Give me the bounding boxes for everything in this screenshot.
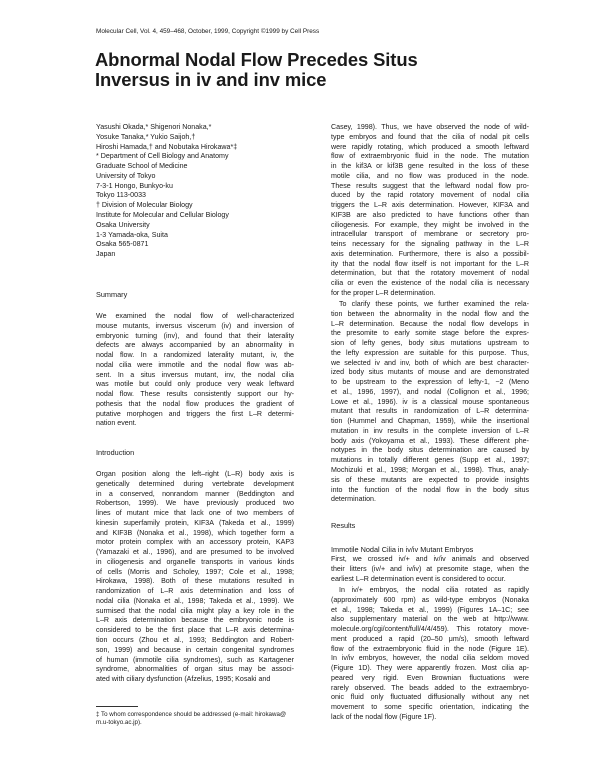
introduction-line: son, 1999) and because in certain congenital syndromes — [96, 645, 294, 654]
results-heading: Results — [331, 521, 356, 530]
body-line: (Figure 1D). They were apparently frozen. Most cilia ap- — [331, 664, 529, 673]
introduction-line: and KIF3B (Nonaka et al., 1998), which together form a — [96, 528, 294, 537]
body-line: for the proper L–R determination. — [331, 289, 436, 298]
right-paragraph-4 — [331, 586, 529, 723]
introduction-line: genetically determined during vertebrate development — [96, 479, 294, 488]
introduction-line: Hirokawa, 1998). Both of these mutations resulted in — [96, 577, 294, 586]
footnote-rule — [96, 706, 138, 707]
summary-line: nodal cilia were immotile and the nodal flow was ab- — [96, 360, 294, 369]
body-line: L–R determination. Because the nodal flow develops in — [331, 319, 529, 328]
introduction-line: of human (immotile cilia syndromes), such as Kartagener — [96, 655, 294, 664]
body-line: determination, but that the rotatory movement of nodal — [331, 269, 529, 278]
body-line: tion between the abnormality in the nodal flow and the — [331, 309, 529, 318]
body-line: sion of lefty genes, body situs mutations upstream to — [331, 339, 529, 348]
body-line: mutant that results in randomization of L–R determina- — [331, 407, 529, 416]
introduction-line: Robertson, 1999). We have previously produced two — [96, 499, 294, 508]
affiliation-line: Graduate School of Medicine — [96, 162, 188, 171]
affiliation-line: * Department of Cell Biology and Anatomy — [96, 152, 229, 161]
body-line: Mochizuki et al., 1998; Morgan et al., 1998). Thus, analy- — [331, 466, 529, 475]
body-line: Lowe et al., 1996). iv is a classical mouse spontaneous — [331, 397, 529, 406]
summary-line: We examined the nodal flow of well-characterized — [96, 312, 294, 320]
results-subheading: Immotile Nodal Cilia in iv/iv Mutant Embryos — [331, 545, 474, 554]
right-paragraph-2 — [331, 300, 529, 505]
body-line: the lefty expression are suitable for this purpose. Thus, — [331, 348, 529, 357]
summary-line: mouse mutants, inversus viscerum (iv) and inversion of — [96, 321, 294, 330]
footnote-line-1: ‡ To whom correspondence should be addressed (e-mail: hirokawa@ — [96, 711, 287, 718]
body-line: To clarify these points, we further examined the rela- — [339, 300, 529, 308]
body-line: type embryos and found that the cilia of nodal pit cells — [331, 132, 529, 141]
body-line: flow of extraembryonic fluid in the node. The mutation — [331, 152, 529, 161]
summary-line: defects are always accompanied by an abnormality in — [96, 341, 294, 350]
body-line: also supplementary material on the web at http://www. — [331, 615, 529, 624]
summary-line: nation event. — [96, 419, 137, 428]
affiliation-line: 7-3-1 Hongo, Bunkyo-ku — [96, 181, 173, 190]
affiliation-line: 1-3 Yamada-oka, Suita — [96, 230, 168, 239]
introduction-line: ated with ciliary dysfunction (Afzelius, 1995; Kosaki and — [96, 675, 271, 684]
article-title — [95, 50, 515, 90]
body-line: axis determination. Furthermore, there is also a possibil- — [331, 249, 529, 258]
body-line: in the kif3A or kif3B gene resulted in the loss of these — [331, 162, 529, 171]
body-line: were rapidly rotating, which produced a smooth leftward — [331, 142, 529, 151]
body-line: These results suggest that the leftward nodal flow pro- — [331, 181, 529, 190]
body-line: peared very rigid. Even Brownian fluctuations were — [331, 673, 529, 682]
body-line: In iv/+ embryos, the nodal cilia rotated as rapidly — [339, 586, 529, 594]
body-line: onic fluid only fluctuated diffusionally without any net — [331, 693, 529, 702]
introduction-line: syndrome, abnormalities of organ situs may be associ- — [96, 665, 294, 674]
author-affiliations — [96, 123, 316, 260]
introduction-line: considered to be the first place that L–R axis determina- — [96, 626, 294, 635]
affiliation-line: Tokyo 113-0033 — [96, 191, 146, 200]
introduction-line: kinesin superfamily protein, KIF3A (Takeda et al., 1999) — [96, 518, 294, 527]
body-line: into the function of the nodal flow in the body situs — [331, 485, 529, 494]
affiliation-line: Institute for Molecular and Cellular Biology — [96, 211, 229, 220]
body-line: sis of these mutants are expected to provide insights — [331, 475, 529, 484]
introduction-body — [96, 470, 294, 685]
body-line: cilia or even the existence of the nodal cilia is necessary — [331, 279, 529, 288]
body-line: et al., 1996, 1997), and nodal (Collignon et al., 1996; — [331, 387, 529, 396]
summary-heading: Summary — [96, 290, 128, 299]
correspondence-footnote — [96, 711, 294, 728]
summary-body — [96, 312, 294, 429]
body-line: intracellular transport of membrane or secretory pro- — [331, 230, 529, 239]
title-line-1: Abnormal Nodal Flow Precedes Situs — [95, 49, 418, 70]
body-line: First, we crossed iv/+ and iv/iv animals and observed — [331, 555, 529, 563]
footnote-line-2: m.u-tokyo.ac.jp). — [96, 719, 142, 727]
introduction-line: nodal cilia (Nonaka et al., 1998; Takeda et al., 1999). We — [96, 596, 294, 605]
introduction-line: in ciliogenesis and organelle transports in various kinds — [96, 557, 294, 566]
affiliation-line: † Division of Molecular Biology — [96, 201, 193, 210]
introduction-line: (Yamazaki et al., 1996), and are presumed to be involved — [96, 548, 294, 557]
summary-line: nodal flow. In a randomized laterality mutant, iv, the — [96, 351, 294, 360]
body-line: ciliogenesis. For example, they might be involved in the — [331, 220, 529, 229]
body-line: triggers the L–R axis determination. However, KIF3A and — [331, 201, 529, 210]
body-line: movement to some specific orientation, indicating the — [331, 703, 529, 712]
body-line: the presomite to early somite stage before the expres- — [331, 329, 529, 338]
body-line: (approximately 600 rpm) as wild-type embryos (Nonaka — [331, 595, 529, 604]
body-line: determination. — [331, 495, 376, 504]
summary-section — [96, 290, 294, 300]
body-line: duced by the rapid rotatory movement of nodal cilia — [331, 191, 529, 200]
journal-header: Molecular Cell, Vol. 4, 459–468, October, 1999, Copyright ©1999 by Cell Press — [96, 28, 320, 35]
author-line: Yosuke Tanaka,* Yukio Saijoh,† — [96, 132, 196, 141]
introduction-line: surmised that the nodal cilia might play a key role in the — [96, 606, 294, 615]
body-line: molecule.org/cgi/content/full/4/4/459). This rotatory move- — [331, 625, 529, 634]
right-paragraph-1 — [331, 123, 529, 299]
body-line: body axis (Yokoyama et al., 1993). These different phe- — [331, 436, 529, 445]
introduction-section — [96, 448, 294, 458]
summary-line: nodal flow. These results consistently support our hy- — [96, 390, 294, 399]
title-line-2: Inversus in iv and inv mice — [95, 69, 327, 90]
body-line: their litters (iv/+ and iv/iv) at presomite stage, when the — [331, 564, 529, 573]
introduction-line: lines of mutant mice that lack one of two members of — [96, 509, 294, 518]
body-line: ment produced a rapid (20–50 μm/s), smooth leftward — [331, 634, 529, 643]
body-line: we selected iv and inv, both of which are best character- — [331, 358, 529, 367]
body-line: motile cilia, and no flow was produced in the node. — [331, 171, 529, 180]
body-line: mutation in inv results in the complete inversion of L–R — [331, 426, 529, 435]
author-line: Yasushi Okada,* Shigenori Nonaka,* — [96, 123, 212, 131]
affiliation-line: University of Tokyo — [96, 171, 156, 180]
author-line: Hiroshi Hamada,† and Nobutaka Hirokawa*‡ — [96, 142, 238, 151]
introduction-line: Organ position along the left–right (L–R) body axis is — [96, 470, 294, 478]
body-line: notypes in the body situs determination are caused by — [331, 446, 529, 455]
introduction-line: L–R axis determination because the embryonic node is — [96, 616, 294, 625]
body-line: ized body situs mutants of mouse and are demonstrated — [331, 368, 529, 377]
body-line: Casey, 1998). Thus, we have observed the node of wild- — [331, 123, 529, 131]
body-line: teins necessary for the signaling pathway in the L–R — [331, 240, 529, 249]
body-line: mutations in totally different genes (Supp et al., 1997; — [331, 456, 529, 465]
introduction-line: of cells (Morris and Scholey, 1997; Cole et al., 1998; — [96, 567, 294, 576]
body-line: ity that the nodal flow itself is not important for the L–R — [331, 259, 529, 268]
body-line: to be upstream to the expression of lefty-1, −2 (Meno — [331, 378, 529, 387]
body-line: KIF3B are also predicted to have functions other than — [331, 210, 529, 219]
introduction-line: in a conserved, nonrandom manner (Beddington and — [96, 489, 294, 498]
introduction-heading: Introduction — [96, 448, 135, 457]
body-line: et al., 1998; Takeda et al., 1999) (Figures 1A–1C; see — [331, 605, 529, 614]
summary-line: sent. In a situs inversus mutant, inv, the nodal cilia — [96, 370, 294, 379]
body-line: tion (Hummel and Chapman, 1959), while the insertional — [331, 417, 529, 426]
affiliation-line: Japan — [96, 250, 116, 259]
introduction-line: randomization of L–R axis determination and loss of — [96, 587, 294, 596]
summary-line: embryonic turning (inv), and found that their laterality — [96, 331, 294, 340]
body-line: lack of the nodal flow (Figure 1F). — [331, 712, 437, 721]
summary-line: pothesis that the nodal flow produces the gradient of — [96, 399, 294, 408]
body-line: earliest L–R determination event is considered to occur. — [331, 574, 506, 583]
body-line: rarely observed. The beads added to the extraembryo- — [331, 683, 529, 692]
affiliation-line: Osaka University — [96, 220, 150, 229]
body-line: In iv/iv embryos, however, the nodal cilia seldom moved — [331, 654, 529, 663]
summary-line: putative morphogen and triggers the first L–R determi- — [96, 409, 294, 418]
introduction-line: motor protein complex with an accessory protein, KAP3 — [96, 538, 294, 547]
summary-line: was motile but could only produce very weak leftward — [96, 380, 294, 389]
affiliation-line: Osaka 565-0871 — [96, 240, 149, 249]
body-line: flow of the extraembryonic fluid in the node (Figure 1E). — [331, 644, 529, 653]
right-paragraph-3 — [331, 555, 529, 584]
introduction-line: tion occurs (Zhou et al., 1993; Beddington and Robert- — [96, 636, 294, 645]
